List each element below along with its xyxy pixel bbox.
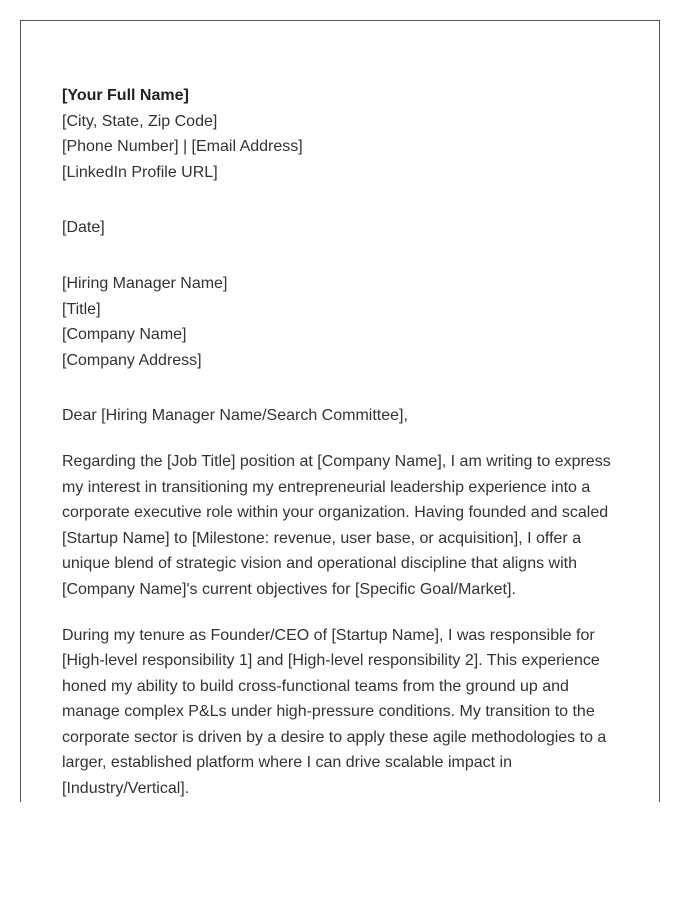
recipient-name: [Hiring Manager Name] — [62, 274, 228, 292]
letter-date: [Date] — [62, 219, 105, 237]
paragraph-line: my interest in transitioning my entrepreneurial leadership experience into a — [62, 478, 591, 496]
paragraph-line: [Startup Name] to [Milestone: revenue, user base, or acquisition], I offer a — [62, 529, 582, 547]
paragraph-2 — [62, 623, 622, 802]
sender-phone-email: [Phone Number] | [Email Address] — [62, 138, 303, 156]
paragraph-line: corporate executive role within your organization. Having founded and scaled — [62, 504, 609, 522]
paragraph-line: [Industry/Vertical]. — [62, 780, 190, 798]
paragraph-line: manage complex P&Ls under high-pressure conditions. My transition to the — [62, 703, 595, 721]
spacer — [62, 429, 622, 449]
sender-name: [Your Full Name] — [62, 87, 189, 104]
recipient-address: [Company Address] — [62, 351, 202, 369]
spacer — [62, 603, 622, 623]
spacer — [62, 185, 622, 215]
sender-linkedin: [LinkedIn Profile URL] — [62, 163, 218, 181]
paragraph-line: [Company Name]'s current objectives for [Specific Goal/Market]. — [62, 580, 516, 598]
recipient-block — [62, 271, 622, 373]
paragraph-line: unique blend of strategic vision and operational discipline that aligns with — [62, 555, 577, 573]
paragraph-line: [High-level responsibility 1] and [High-level responsibility 2]. This experience — [62, 652, 600, 670]
paragraph-1 — [62, 449, 622, 603]
salutation: Dear [Hiring Manager Name/Search Committee], — [62, 407, 408, 425]
document-page — [20, 20, 660, 802]
recipient-company: [Company Name] — [62, 326, 187, 344]
cover-letter-body — [62, 83, 622, 802]
sender-block — [62, 83, 622, 185]
paragraph-line: During my tenure as Founder/CEO of [Startup Name], I was responsible for — [62, 626, 595, 644]
spacer — [62, 241, 622, 271]
spacer — [62, 373, 622, 403]
paragraph-line: larger, established platform where I can drive scalable impact in — [62, 754, 512, 772]
paragraph-line: corporate sector is driven by a desire to apply these agile methodologies to a — [62, 728, 607, 746]
sender-city-state-zip: [City, State, Zip Code] — [62, 112, 218, 130]
paragraph-line: honed my ability to build cross-functional teams from the ground up and — [62, 677, 569, 695]
paragraph-line: Regarding the [Job Title] position at [Company Name], I am writing to express — [62, 452, 611, 470]
recipient-title: [Title] — [62, 300, 101, 318]
